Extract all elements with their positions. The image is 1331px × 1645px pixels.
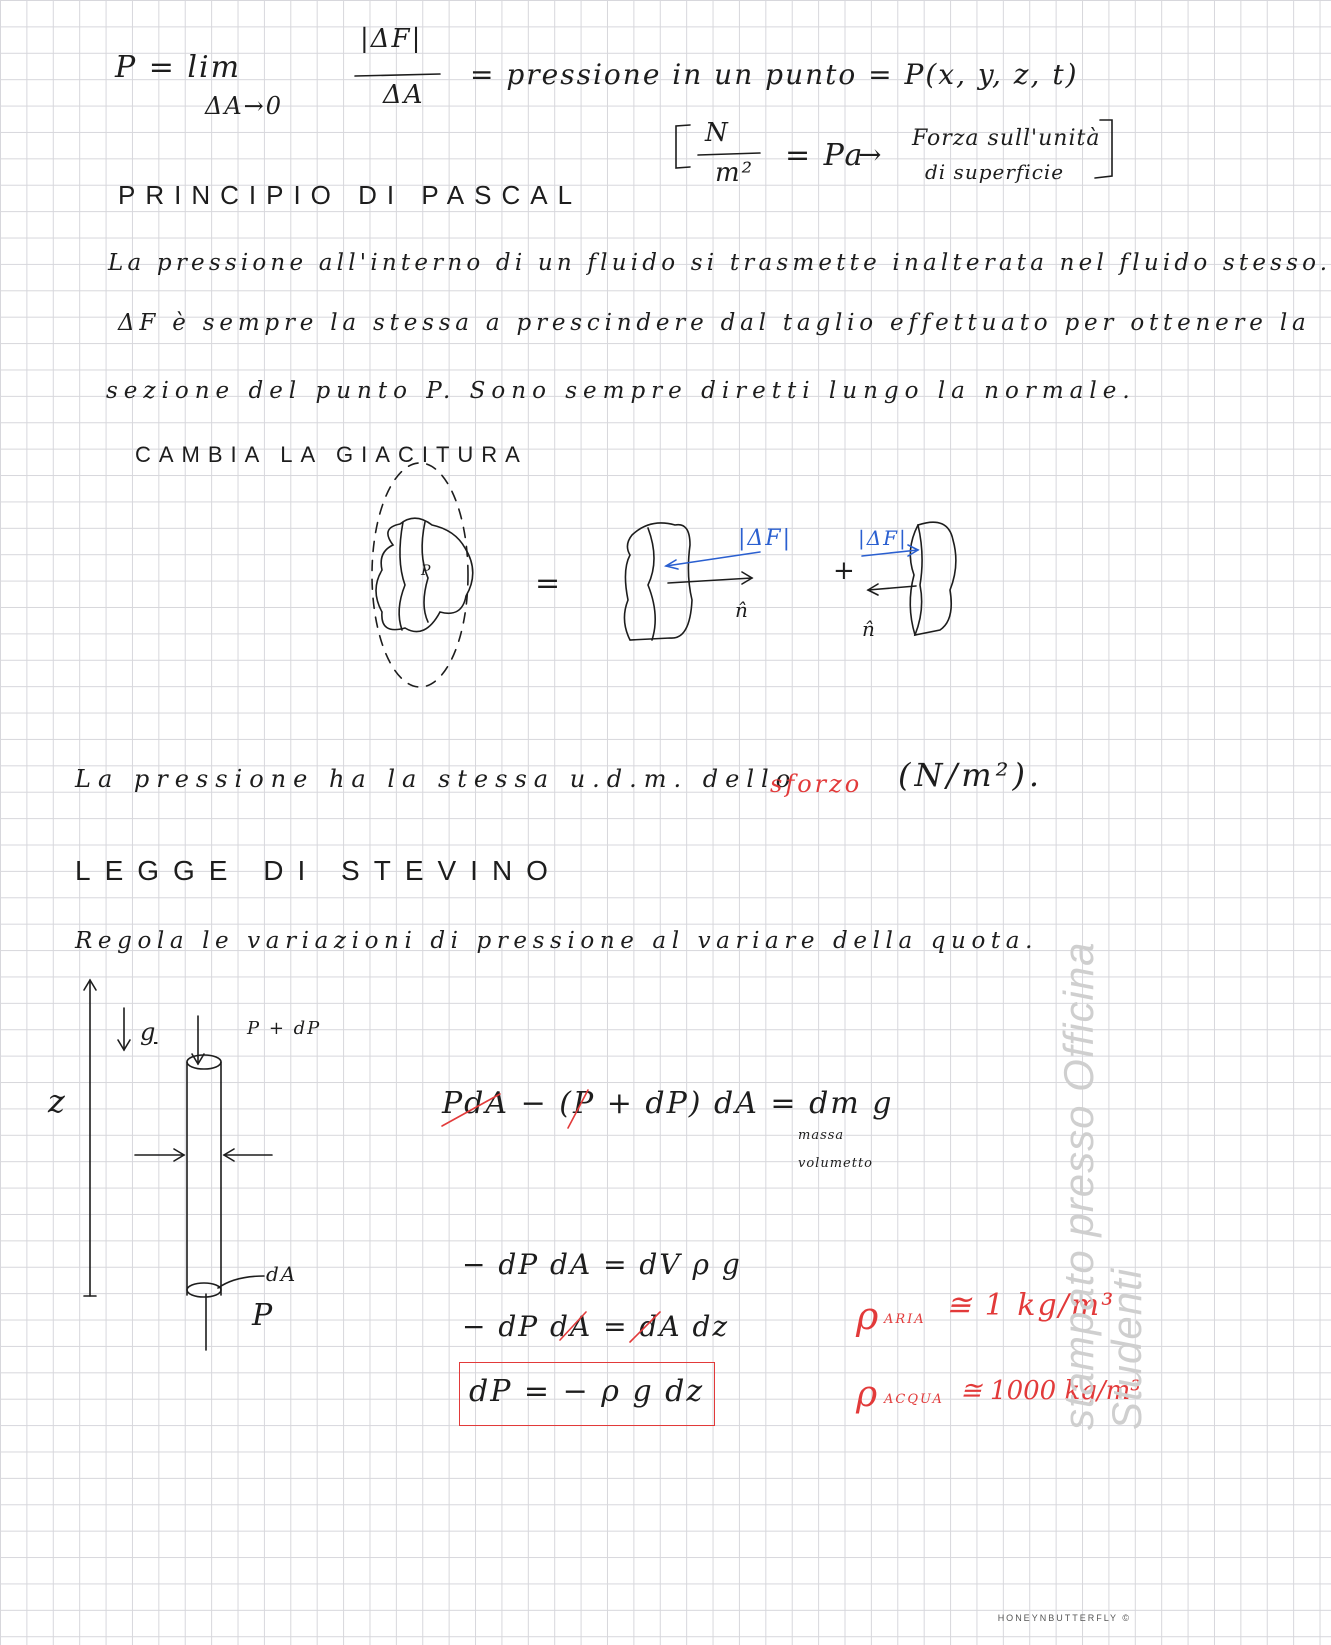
pressure-definition-limit-subscript: ΔA→0	[205, 92, 284, 120]
pressure-definition-text: = pressione in un punto = P(x, y, z, t)	[470, 58, 1079, 91]
normal-arrow-1	[668, 578, 752, 583]
da-pointer	[218, 1276, 264, 1288]
rho-water-subscript: ACQUA	[884, 1392, 944, 1407]
cut-piece-right-face	[910, 525, 918, 635]
rho-air-subscript: ARIA	[884, 1312, 926, 1327]
column-top-ellipse	[187, 1055, 221, 1069]
footer-credit: HONEYNBUTTERFLY ©	[997, 1613, 1131, 1623]
units-arrow: →	[858, 138, 884, 171]
delta-f-label-1: |ΔF|	[738, 526, 792, 551]
point-p-label: P	[421, 563, 433, 579]
units-bracket-left	[676, 125, 690, 168]
equation-1: PdA − (P + dP) dA = dm g	[442, 1086, 894, 1121]
cut-piece-face	[648, 528, 655, 640]
g-vector-label: g	[140, 1018, 158, 1046]
giacitura-label: CAMBIA LA GIACITURA	[135, 442, 528, 467]
cancel-da-right	[630, 1312, 660, 1342]
pascal-line-1: La pressione all'interno di un fluido si trasmette inalterata nel fluido stesso.	[108, 250, 1331, 276]
dashed-section-ellipse	[372, 463, 468, 687]
normal-label-1: n̂	[735, 598, 750, 622]
cut-piece-right	[915, 522, 956, 635]
rho-air-value: ≅ 1 kg/m³	[946, 1288, 1116, 1323]
equation-1-note-volume: volumetto	[798, 1156, 873, 1171]
blob-cut-line-2	[422, 522, 428, 622]
blue-arrow-left	[666, 552, 760, 566]
top-pressure-label: P + dP	[247, 1018, 322, 1039]
pascal-line-2: ΔF è sempre la stessa a prescindere dal taglio effettuato per ottenere la	[118, 310, 1311, 336]
rho-water-value: ≅ 1000 kg/m³	[960, 1376, 1141, 1406]
cancel-da-left	[560, 1312, 586, 1340]
cancel-p	[568, 1090, 588, 1128]
pressure-units-text: La pressione ha la stessa u.d.m. dello	[75, 765, 798, 793]
units-fraction-numerator: N	[705, 118, 730, 148]
blob-cut-line	[399, 522, 405, 630]
units-fraction-bar	[698, 153, 760, 155]
units-description-line2: di superficie	[925, 160, 1065, 184]
units-pascal: = Pa	[785, 138, 865, 173]
watermark: stampato presso Officina Studenti	[1055, 941, 1150, 1430]
equation-1-note-mass: massa	[798, 1128, 845, 1143]
units-description-line1: Forza sull'unità	[912, 126, 1101, 151]
fluid-blob	[376, 518, 473, 631]
delta-f-label-2: |ΔF|	[858, 526, 908, 550]
sforzo-word: sforzo	[770, 770, 863, 798]
z-axis-label: z	[48, 1082, 67, 1120]
da-label: dA	[266, 1262, 298, 1286]
equation-4: dP = − ρ g dz	[469, 1374, 705, 1409]
pressure-fraction-denominator: ΔA	[383, 80, 425, 110]
diagram-equals: =	[535, 566, 563, 601]
cancel-pda	[442, 1094, 500, 1126]
pascal-line-3: sezione del punto P. Sono sempre diretti lungo la normale.	[106, 378, 1136, 404]
rho-water-symbol: ρ	[856, 1374, 880, 1415]
normal-label-2: n̂	[862, 617, 877, 641]
pressure-definition-p: P = lim	[115, 50, 242, 85]
units-fraction-denominator: m²	[715, 158, 755, 188]
column-bottom-ellipse	[187, 1283, 221, 1297]
bottom-pressure-label: P	[252, 1298, 275, 1333]
stevino-heading: LEGGE DI STEVINO	[75, 855, 562, 886]
units-bracket-right	[1095, 120, 1112, 178]
equation-2: − dP dA = dV ρ g	[462, 1248, 742, 1281]
rho-air-symbol: ρ	[856, 1294, 881, 1338]
equation-3: − dP dA = dA dz	[462, 1310, 730, 1343]
pressure-fraction-numerator: |ΔF|	[360, 24, 423, 54]
diagram-plus: +	[833, 556, 857, 586]
pressure-units-value: (N/m²).	[898, 756, 1044, 794]
pressure-fraction-bar	[355, 74, 440, 76]
pascal-heading: PRINCIPIO DI PASCAL	[118, 180, 583, 210]
stevino-line-1: Regola le variazioni di pressione al variare della quota.	[75, 928, 1038, 954]
